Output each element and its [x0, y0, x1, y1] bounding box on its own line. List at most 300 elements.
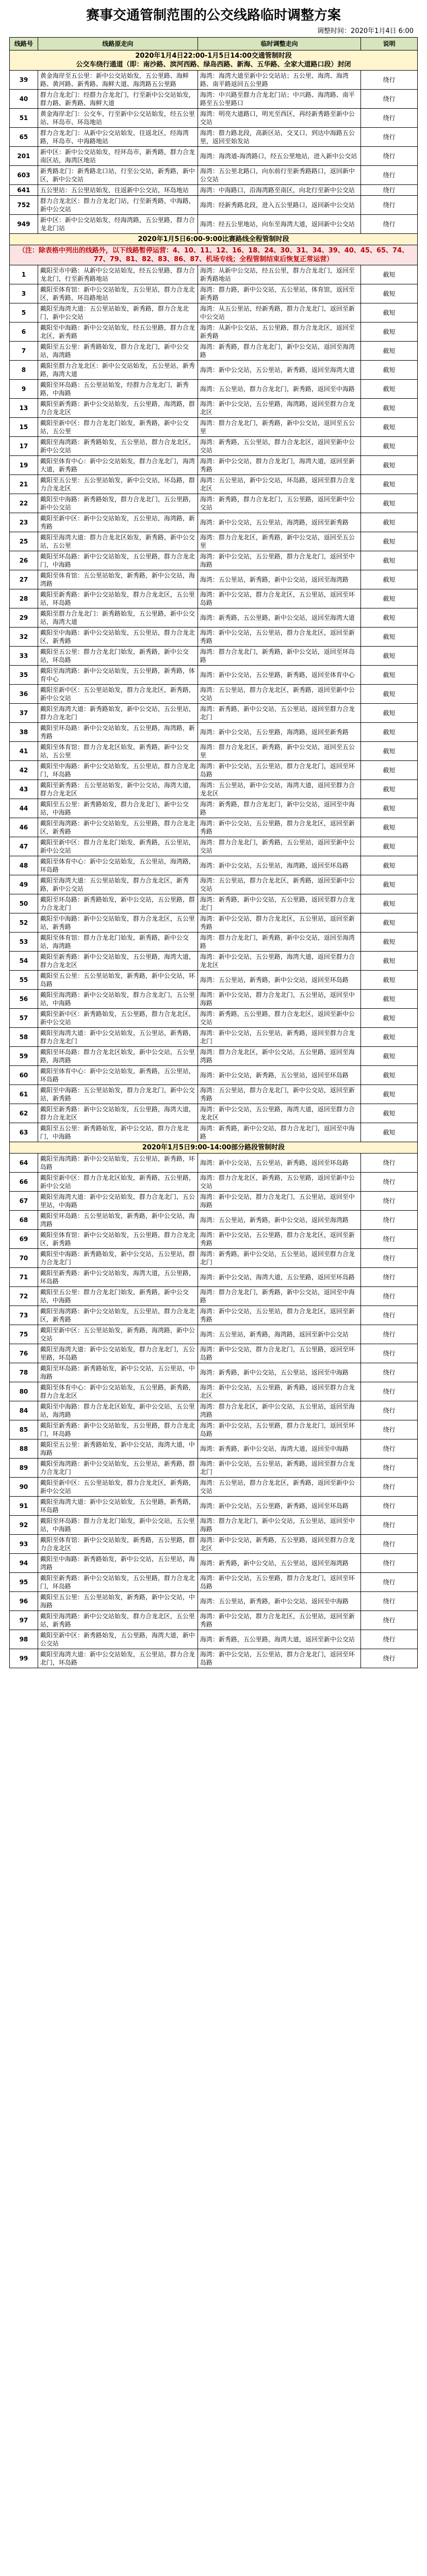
- cell-note: 截短: [361, 589, 418, 608]
- cell-old-route: 戴阳至新中区：五公里站始发，新秀路，海湾路，新中公交站: [38, 1325, 198, 1344]
- cell-new-route: 海湾：五公里站，新秀路，新中公交站，返回至中海路: [198, 1592, 360, 1611]
- cell-old-route: 戴阳至新秀路：新中公交站始发，五公里路，海湾路，群力合龙北区: [38, 399, 198, 418]
- cell-note: 绕行: [361, 71, 418, 90]
- table-row: [10, 265, 418, 284]
- cell-old-route: 戴阳至五公里：五公里站始发，新中公交站，环岛路，群力合龙北区: [38, 475, 198, 494]
- cell-route: 52: [10, 913, 38, 933]
- header-note: 说明: [361, 38, 418, 50]
- cell-note: 截短: [361, 742, 418, 761]
- cell-route: 91: [10, 1497, 38, 1516]
- cell-old-route: 戴阳至新中区：新中公交站始发，五公里站，海湾路，新秀路: [38, 513, 198, 532]
- cell-new-route: 海湾：中兴路至群力合龙北门站；中兴路、海湾路、南平路至五公里路口: [198, 90, 360, 109]
- table-row: [10, 1066, 418, 1085]
- cell-new-route: 海湾：新中公交站，五公里站，新秀路，返回至环岛路: [198, 1154, 360, 1173]
- cell-note: 绕行: [361, 109, 418, 128]
- cell-route: 9: [10, 380, 38, 399]
- cell-note: 绕行: [361, 1535, 418, 1554]
- cell-old-route: 戴阳至海湾大道：新中公交站始发，五公里路，新秀路，环岛路: [38, 1497, 198, 1516]
- cell-old-route: 戴阳至新中区：群力合龙北门始发，新秀路，新中公交站，五公里: [38, 418, 198, 437]
- cell-route: 43: [10, 780, 38, 799]
- cell-old-route: 戴阳至五公里：新秀路始发，新中公交站，海湾大道，中海路: [38, 1439, 198, 1459]
- table-row: [10, 837, 418, 856]
- cell-route: 1: [10, 265, 38, 284]
- cell-new-route: 海湾：新中公交站，五公里站，新秀路，返回至群力合龙北门: [198, 1459, 360, 1478]
- cell-new-route: 海湾：群力合龙北门，新秀路，五公里站，返回至新中公交站: [198, 837, 360, 856]
- table-row: [10, 109, 418, 128]
- cell-note: 绕行: [361, 1382, 418, 1401]
- cell-old-route: 戴阳至海湾路：新中公交站始发，群力合龙北门，五公里站，中海路: [38, 990, 198, 1009]
- table-row: [10, 1344, 418, 1363]
- cell-note: 截短: [361, 608, 418, 628]
- table-row: [10, 71, 418, 90]
- table-row: [10, 475, 418, 494]
- table-row: [10, 685, 418, 704]
- cell-new-route: 海湾：新秀路，五公里路，海湾大道，返回至新中公交站: [198, 1630, 360, 1649]
- table-row: [10, 1382, 418, 1401]
- cell-old-route: 戴阳至新秀路：新中公交站始发，五公里路，群力合龙北门，环岛路: [38, 1573, 198, 1592]
- cell-new-route: 海湾：新中公交站，五公里路，群力合龙北区，返回至新秀路: [198, 818, 360, 837]
- table-row: [10, 513, 418, 532]
- cell-new-route: 海湾：从新中公交站，经五公里，群力合龙北门，返回至新秀路地站: [198, 265, 360, 284]
- cell-new-route: 海湾：新秀路，新中公交站，五公里路，返回至群力合龙北门: [198, 894, 360, 913]
- cell-route: 51: [10, 109, 38, 128]
- cell-note: 截短: [361, 952, 418, 971]
- cell-old-route: 黄金海岸至五公里：新中公交站始发，五公里路、海鲜路、黄河路、新秀路、海鲜大道、海湾路五公里路: [38, 71, 198, 90]
- cell-note: 绕行: [361, 1325, 418, 1344]
- header-new: 临时调整走向: [198, 38, 360, 50]
- cell-old-route: 戴阳至环岛路：新秀路始发，新中公交站，五公里站，中海路: [38, 1363, 198, 1382]
- cell-new-route: 海湾：新秀路，五公里路，新中公交站，返回至海湾大道: [198, 608, 360, 628]
- cell-note: 绕行: [361, 1173, 418, 1192]
- cell-new-route: 海湾：五公里站，新秀路，新中公交站，返回至环岛路: [198, 971, 360, 990]
- table-row: [10, 1401, 418, 1420]
- table-row: [10, 196, 418, 215]
- header-old: 线路原走向: [38, 38, 198, 50]
- cell-route: 39: [10, 71, 38, 90]
- cell-route: 50: [10, 894, 38, 913]
- table-row: [10, 952, 418, 971]
- cell-note: 绕行: [361, 1363, 418, 1382]
- cell-note: 绕行: [361, 1611, 418, 1630]
- table-header-row: [10, 38, 418, 50]
- cell-old-route: 戴阳至五公里：新秀路始发，群力合龙北门，新中公交站，海湾路: [38, 342, 198, 361]
- cell-new-route: 海湾：新中公交站，五公里路，海湾路，返回至新秀路: [198, 723, 360, 742]
- cell-route: 44: [10, 799, 38, 818]
- cell-old-route: 戴阳至环岛路：新中公交站始发，五公里路，海湾路，新秀路: [38, 723, 198, 742]
- cell-old-route: 戴阳至海湾路：新中公交站始发，五公里站，群力合龙北区，新秀路: [38, 1306, 198, 1325]
- cell-new-route: 海湾：新中公交站，五公里站，群力合龙北门，返回至环岛路: [198, 761, 360, 780]
- section-heading-row: [10, 234, 418, 245]
- cell-route: 90: [10, 1478, 38, 1497]
- cell-new-route: 海湾：新中公交站，群力合龙北门，五公里站，返回至中海路: [198, 990, 360, 1009]
- cell-old-route: 戴阳至体育馆：群力合龙北门始发，新秀路，新中公交站，海湾路: [38, 933, 198, 952]
- cell-new-route: 海湾：新中公交站，群力合龙北区，五公里站，返回至新秀路: [198, 913, 360, 933]
- cell-old-route: 戴阳至中海路：群力合龙北区始发，新中公交站，五公里站，海湾路: [38, 1401, 198, 1420]
- cell-old-route: 戴阳至环岛路：五公里站始发，新秀路，新中公交站，海湾路: [38, 1211, 198, 1230]
- table-row: [10, 990, 418, 1009]
- cell-route: 13: [10, 399, 38, 418]
- cell-route: 48: [10, 856, 38, 875]
- cell-old-route: 戴阳至新中区：群力合龙北门始发，新秀路，五公里站，新中公交站: [38, 837, 198, 856]
- section-subheading-row: [10, 245, 418, 265]
- cell-route: 17: [10, 437, 38, 456]
- table-row: [10, 1516, 418, 1535]
- table-body: [10, 50, 418, 1668]
- cell-old-route: 群力合龙北区：群力合龙北门站，行至新秀路，中海路，新中公交站: [38, 196, 198, 215]
- table-row: [10, 704, 418, 723]
- cell-new-route: 海湾：新中公交站，五公里路，海湾路，返回至群力合龙北区: [198, 399, 360, 418]
- cell-route: 36: [10, 685, 38, 704]
- cell-route: 61: [10, 1085, 38, 1104]
- cell-note: 绕行: [361, 1554, 418, 1573]
- cell-note: 绕行: [361, 1192, 418, 1211]
- cell-old-route: 戴阳至新秀路：新中公交站始发，五公里路，海湾大道，群力合龙北区: [38, 952, 198, 971]
- cell-old-route: 戴阳至海湾路：新中公交站始发，五公里路，新秀路，体育中心: [38, 666, 198, 685]
- cell-note: 截短: [361, 818, 418, 837]
- cell-old-route: 戴阳至群力合龙北门：新秀路始发，五公里路，新中公交站，海湾大道: [38, 608, 198, 628]
- table-row: [10, 361, 418, 380]
- cell-note: 截短: [361, 704, 418, 723]
- cell-old-route: 群力合龙北门：经群力合龙北门，行至新中公交站始发，群力路、新秀路、海鲜大道: [38, 90, 198, 109]
- table-row: [10, 723, 418, 742]
- table-row: [10, 494, 418, 513]
- cell-route: 67: [10, 1192, 38, 1211]
- table-row: [10, 185, 418, 196]
- cell-route: 95: [10, 1573, 38, 1592]
- cell-route: 21: [10, 475, 38, 494]
- table-row: [10, 1268, 418, 1287]
- cell-route: 41: [10, 742, 38, 761]
- cell-note: 截短: [361, 856, 418, 875]
- section-heading: 2020年1月4日22:00-1月5日14:00交通管制时段 公交车绕行通道（即：南沙路、滨河西路、绿岛西路、新海、五华路、全家大道路口段）封闭: [10, 50, 418, 71]
- cell-note: 绕行: [361, 1478, 418, 1497]
- cell-new-route: 海湾：五公里站，新秀路，海湾路，返回至新中公交站: [198, 1325, 360, 1344]
- cell-old-route: 戴阳至环岛路：群力合龙北区始发，新中公交站，五公里路，海湾路: [38, 1047, 198, 1066]
- cell-new-route: 海湾：新秀路，新中公交站，五公里站，返回至群力合龙北门: [198, 704, 360, 723]
- table-row: [10, 1123, 418, 1142]
- cell-new-route: 海湾：新秀路，群力合龙北门，新中公交站，返回至海湾路: [198, 342, 360, 361]
- cell-new-route: 海湾：五公里站，群力合龙北区，新秀路，返回至新中公交站: [198, 875, 360, 894]
- cell-note: 绕行: [361, 1306, 418, 1325]
- cell-route: 60: [10, 1066, 38, 1085]
- table-row: [10, 761, 418, 780]
- table-row: [10, 780, 418, 799]
- cell-new-route: 海湾：新中公交站，五公里路，群力合龙北门，返回至环岛路: [198, 1420, 360, 1439]
- cell-new-route: 海湾：五公里站，群力合龙北区，新秀路，返回至新中公交站: [198, 685, 360, 704]
- cell-note: 截短: [361, 494, 418, 513]
- table-row: [10, 666, 418, 685]
- cell-new-route: 海湾：群力合龙北门，新中公交站，五公里站，返回至中海路: [198, 1516, 360, 1535]
- cell-note: 绕行: [361, 1459, 418, 1478]
- cell-note: 截短: [361, 265, 418, 284]
- table-row: [10, 1173, 418, 1192]
- cell-route: 201: [10, 147, 38, 166]
- cell-new-route: 海湾：五公里站，新秀路，新中公交站，返回至海湾路: [198, 1211, 360, 1230]
- cell-route: 76: [10, 1344, 38, 1363]
- cell-note: 截短: [361, 532, 418, 551]
- cell-note: 截短: [361, 570, 418, 589]
- cell-note: 绕行: [361, 1211, 418, 1230]
- cell-old-route: 戴阳至五公里：五公里站始发，新秀路，新中公交站，中海路: [38, 1592, 198, 1611]
- cell-old-route: 戴阳至中海路：五公里站始发，群力合龙北门，新中公交站，新秀路: [38, 1085, 198, 1104]
- cell-note: 绕行: [361, 1420, 418, 1439]
- table-row: [10, 971, 418, 990]
- cell-old-route: 戴阳至体育中心：新中公交站始发，群力合龙北门，海湾大道，新秀路: [38, 456, 198, 475]
- cell-note: 绕行: [361, 166, 418, 185]
- cell-old-route: 戴阳至体育馆：新中公交站始发，五公里站，群力合龙北区，新秀路，环岛路地站: [38, 284, 198, 303]
- cell-old-route: 戴阳至新秀路：新中公交站始发，群力合龙北区，五公里站，环岛路: [38, 589, 198, 608]
- table-row: [10, 570, 418, 589]
- cell-route: 78: [10, 1363, 38, 1382]
- cell-route: 33: [10, 647, 38, 666]
- cell-old-route: 戴阳至环岛路：新秀路始发，新中公交站，五公里路，群力合龙北门: [38, 894, 198, 913]
- table-row: [10, 608, 418, 628]
- cell-old-route: 戴阳至环岛路：群力合龙北门始发，新中公交站，五公里站，中海路: [38, 1516, 198, 1535]
- cell-old-route: 戴阳至新秀路：新中公交站始发，五公里路，群力合龙北门，环岛路: [38, 1420, 198, 1439]
- cell-old-route: 戴阳至海湾路：新中公交站始发，五公里站，新秀路，环岛路: [38, 1154, 198, 1173]
- cell-note: 截短: [361, 437, 418, 456]
- table-row: [10, 1028, 418, 1047]
- cell-route: 26: [10, 551, 38, 570]
- cell-new-route: 海湾：五公里站，新秀路，新中公交站，返回至海湾路: [198, 570, 360, 589]
- cell-route: 29: [10, 608, 38, 628]
- cell-route: 69: [10, 1230, 38, 1249]
- cell-new-route: 海湾：明亮大道路口，明光至西区，再经新秀路至新中公交站: [198, 109, 360, 128]
- cell-route: 75: [10, 1325, 38, 1344]
- cell-old-route: 戴阳至体育馆：新中公交站始发，新秀路，五公里路，群力合龙北区: [38, 1535, 198, 1554]
- table-row: [10, 1554, 418, 1573]
- cell-new-route: 海湾：新中公交站，五公里站，新秀路，返回至群力合龙北门: [198, 1028, 360, 1047]
- table-row: [10, 1478, 418, 1497]
- cell-note: 截短: [361, 913, 418, 933]
- cell-new-route: 海湾：群力合龙北区，新中公交站，五公里站，返回至海湾路: [198, 1401, 360, 1420]
- section-heading: 2020年1月5日6:00-9:00比赛路线全程管制时段: [10, 234, 418, 245]
- cell-note: 截短: [361, 628, 418, 647]
- cell-route: 71: [10, 1268, 38, 1287]
- cell-new-route: 海湾：新中公交站，五公里路，海湾大道，返回至群力合龙北区: [198, 952, 360, 971]
- table-row: [10, 1363, 418, 1382]
- cell-old-route: 戴阳至五公里：新秀路始发，群力合龙北门，新中公交站，中海路: [38, 799, 198, 818]
- section-subheading: （注：除表格中列出的线路外，以下线路暂停运营：4、10、11、12、16、18、24、30、31、34、39、40、45、65、74、77、79、81、82、83、86、87、机场专线；全程管制结束后恢复正常运营）: [10, 245, 418, 265]
- table-row: [10, 856, 418, 875]
- cell-note: 截短: [361, 761, 418, 780]
- cell-new-route: 海湾：五公里站，新中公交站，海湾大道，返回至群力合龙北区: [198, 780, 360, 799]
- cell-route: 57: [10, 1009, 38, 1028]
- cell-route: 5: [10, 303, 38, 323]
- cell-note: 截短: [361, 475, 418, 494]
- cell-note: 截短: [361, 971, 418, 990]
- cell-new-route: 海湾：群力合龙北区，新秀路，五公里路，返回至新中公交站: [198, 1173, 360, 1192]
- cell-route: 88: [10, 1439, 38, 1459]
- cell-new-route: 海湾：新秀路，新中公交站，海湾大道，返回至中海路: [198, 1439, 360, 1459]
- cell-route: 63: [10, 1123, 38, 1142]
- cell-old-route: 戴阳至海湾大道：新中公交站始发，群力合龙北门，五公里站，中海路: [38, 1192, 198, 1211]
- table-row: [10, 456, 418, 475]
- cell-old-route: 戴阳至新中区：新秀路始发，五公里路，海湾大道，新中公交站: [38, 1630, 198, 1649]
- cell-old-route: 戴阳至群力合龙北区：新中公交站始发，五公里站，新秀路，海湾大道: [38, 361, 198, 380]
- cell-old-route: 戴阳至体育中心：新中公交站始发，新秀路，五公里站，环岛路: [38, 1066, 198, 1085]
- table-row: [10, 1154, 418, 1173]
- cell-old-route: 戴阳至环岛路：新中公交站始发，五公里路，群力合龙北门，中海路: [38, 551, 198, 570]
- cell-new-route: 海湾：群力合龙北门，新秀路，新中公交站，返回至五公里: [198, 418, 360, 437]
- cell-new-route: 海湾：群力合龙北门，新秀路，新中公交站，返回至海湾路: [198, 933, 360, 952]
- cell-new-route: 海湾：经新秀路北段，进入五公里路口，返回新中公交站: [198, 196, 360, 215]
- cell-old-route: 戴阳至体育中心：新中公交站始发，五公里路，新秀路，群力合龙北区: [38, 1382, 198, 1401]
- cell-new-route: 海湾：群力路，新中公交站，五公里站，体育馆，返回至新秀路: [198, 284, 360, 303]
- cell-route: 42: [10, 761, 38, 780]
- cell-new-route: 海湾：新中公交站，五公里站，海湾路，返回至环岛路: [198, 856, 360, 875]
- cell-new-route: 海湾：群力合龙北门，新秀路，新中公交站，返回至环岛路: [198, 647, 360, 666]
- cell-new-route: 海湾：新秀路，新中公交站，群力合龙北门，返回至中海路: [198, 1123, 360, 1142]
- table-row: [10, 647, 418, 666]
- cell-new-route: 海湾：五公里站，群力合龙北门，新中公交站，返回至新秀路: [198, 1085, 360, 1104]
- cell-note: 截短: [361, 380, 418, 399]
- cell-new-route: 海湾：海湾大道至新中公交站站；五公里、海湾、海湾路、南平路返回五公里路: [198, 71, 360, 90]
- cell-old-route: 戴阳至海湾路：新秀路始发，五公里站，群力合龙北区，新中公交站: [38, 437, 198, 456]
- cell-new-route: 海湾：新中公交站，五公里路，群力合龙北区，返回至新秀路: [198, 1230, 360, 1249]
- cell-route: 27: [10, 570, 38, 589]
- cell-note: 绕行: [361, 1230, 418, 1249]
- cell-old-route: 戴阳至中海路：新中公交站始发，群力合龙北区，五公里站，新秀路: [38, 913, 198, 933]
- cell-new-route: 海湾：新中公交站，群力合龙北区，五公里站，返回至环岛路: [198, 589, 360, 608]
- cell-route: 94: [10, 1554, 38, 1573]
- cell-new-route: 海湾：新中公交站，群力合龙北门，五公里路，返回至环岛路: [198, 1344, 360, 1363]
- cell-route: 22: [10, 494, 38, 513]
- cell-note: 截短: [361, 1104, 418, 1123]
- cell-new-route: 海湾：经五公里地站，向东至海湾大道，返回新中公交站: [198, 215, 360, 234]
- table-row: [10, 215, 418, 234]
- cell-note: 截短: [361, 1028, 418, 1047]
- cell-route: 56: [10, 990, 38, 1009]
- cell-note: 截短: [361, 875, 418, 894]
- cell-new-route: 海湾：五公里站，群力合龙北门，新秀路，返回至中海路: [198, 380, 360, 399]
- cell-route: 53: [10, 933, 38, 952]
- cell-old-route: 戴阳至海湾路：新中公交站始发，五公里站，新秀路，群力合龙北门: [38, 1459, 198, 1478]
- cell-new-route: 海湾：海湾道-海湾路口，经五公里地站，进入新中公交站: [198, 147, 360, 166]
- cell-old-route: 新中区：新中公交站始发，经环岛市，新秀路，群力合龙南区站，海湾区地站: [38, 147, 198, 166]
- table-row: [10, 1249, 418, 1268]
- cell-new-route: 海湾：新中公交站，五公里路，群力合龙北门，返回至中海路: [198, 551, 360, 570]
- cell-route: 6: [10, 323, 38, 342]
- table-row: [10, 933, 418, 952]
- cell-new-route: 海湾：新秀路，新中公交站，五公里站，返回至中海路: [198, 1363, 360, 1382]
- cell-old-route: 戴阳至体育馆：群力合龙北区始发，新秀路，新中公交站，五公里: [38, 742, 198, 761]
- cell-new-route: 海湾：新中公交站，海湾大道，五公里路，返回至环岛路: [198, 1268, 360, 1287]
- cell-old-route: 戴阳至中海路：新秀路始发，群力合龙北门，五公里路，新中公交站: [38, 494, 198, 513]
- cell-old-route: 戴阳至中海路：新中公交站始发，五公里站，群力合龙北区，新秀路: [38, 628, 198, 647]
- table-row: [10, 1085, 418, 1104]
- cell-old-route: 戴阳至海湾大道：新中公交站始发，五公里站，群力合龙北门，环岛路: [38, 1649, 198, 1668]
- cell-new-route: 海湾：新中公交站，新秀路，五公里站，返回至环岛路: [198, 1066, 360, 1085]
- cell-old-route: 戴阳至五公里：五公里站始发，新秀路，新中公交站，环岛路: [38, 971, 198, 990]
- table-row: [10, 799, 418, 818]
- section-heading-row: [10, 1142, 418, 1154]
- cell-old-route: 戴阳至中海路：新秀路始发，新中公交站，五公里站，群力合龙北门: [38, 1249, 198, 1268]
- cell-note: 绕行: [361, 185, 418, 196]
- table-row: [10, 147, 418, 166]
- cell-route: 23: [10, 513, 38, 532]
- cell-note: 绕行: [361, 1268, 418, 1287]
- cell-new-route: 海湾：从新中公交站，五公里路，群力合龙北区，返回至新秀路: [198, 323, 360, 342]
- cell-old-route: 戴阳至中海路：新中公交站始发，五公里站，群力合龙北门，环岛路: [38, 761, 198, 780]
- table-row: [10, 1592, 418, 1611]
- cell-route: 37: [10, 704, 38, 723]
- table-row: [10, 399, 418, 418]
- cell-note: 截短: [361, 361, 418, 380]
- table-row: [10, 1009, 418, 1028]
- cell-old-route: 戴阳至海湾大道：五公里站始发，新秀路，群力合龙北门，新中公交站: [38, 303, 198, 323]
- cell-new-route: 海湾：新中公交站，五公里站，新秀路，返回至海湾大道: [198, 361, 360, 380]
- cell-old-route: 戴阳至中海路：新中公交站始发，经五公里路，群力合龙北区，新秀路: [38, 323, 198, 342]
- table-row: [10, 1211, 418, 1230]
- cell-route: 80: [10, 1382, 38, 1401]
- table-row: [10, 913, 418, 933]
- cell-new-route: 海湾：新中公交站，五公里路，海湾大道，返回至群力合龙北区: [198, 1104, 360, 1123]
- table-row: [10, 818, 418, 837]
- cell-route: 35: [10, 666, 38, 685]
- table-row: [10, 437, 418, 456]
- table-row: [10, 589, 418, 608]
- cell-route: 949: [10, 215, 38, 234]
- cell-route: 603: [10, 166, 38, 185]
- table-row: [10, 380, 418, 399]
- cell-route: 89: [10, 1459, 38, 1478]
- cell-new-route: 海湾：新秀路，五公里路，群力合龙北区，返回至新中公交站: [198, 1009, 360, 1028]
- cell-old-route: 黄金海岸北门：公交车，行至新中公交站始发，经五公里站、环岛市、环岛地站: [38, 109, 198, 128]
- table-row: [10, 1497, 418, 1516]
- cell-new-route: 海湾：新中公交站，群力合龙北门，五公里站，返回至中海路: [198, 1192, 360, 1211]
- cell-route: 66: [10, 1173, 38, 1192]
- cell-route: 55: [10, 971, 38, 990]
- cell-route: 62: [10, 1104, 38, 1123]
- cell-note: 绕行: [361, 128, 418, 147]
- section-heading-row: [10, 50, 418, 71]
- cell-route: 68: [10, 1211, 38, 1230]
- table-row: [10, 166, 418, 185]
- cell-old-route: 戴阳至海湾大道：五公里站始发，群力合龙北区，新秀路，新中公交站: [38, 875, 198, 894]
- cell-new-route: 海湾：五公里北路口，向东前行至新秀路路口，返回新中公交站: [198, 166, 360, 185]
- cell-note: 绕行: [361, 147, 418, 166]
- table-row: [10, 90, 418, 109]
- cell-new-route: 海湾：新中公交站，五公里站，群力合龙北区，返回至新秀路: [198, 1306, 360, 1325]
- header-route: 线路号: [10, 38, 38, 50]
- table-row: [10, 284, 418, 303]
- cell-old-route: 戴阳至海湾大道：群力合龙北区始发，新秀路，新中公交站，五公里: [38, 532, 198, 551]
- cell-route: 64: [10, 1154, 38, 1173]
- cell-old-route: 戴阳至新中区：五公里站始发，群力合龙北区，新秀路，新中公交站: [38, 1478, 198, 1497]
- cell-new-route: 海湾：新秀路，新中公交站，五公里站，返回至群力合龙北门: [198, 1249, 360, 1268]
- table-row: [10, 128, 418, 147]
- cell-note: 截短: [361, 284, 418, 303]
- cell-note: 截短: [361, 780, 418, 799]
- cell-note: 绕行: [361, 1344, 418, 1363]
- cell-new-route: 海湾：群力合龙北门，新秀路，新中公交站，返回至中海路: [198, 1287, 360, 1306]
- cell-note: 截短: [361, 723, 418, 742]
- cell-note: 绕行: [361, 1249, 418, 1268]
- cell-note: 截短: [361, 799, 418, 818]
- cell-note: 截短: [361, 685, 418, 704]
- cell-old-route: 戴阳至海湾路：新中公交站始发，五公里路，群力合龙北区，新秀路: [38, 818, 198, 837]
- cell-new-route: 海湾：新中公交站，群力合龙北门，海湾大道，返回至新秀路: [198, 456, 360, 475]
- cell-old-route: 戴阳至环岛路：五公里站始发，经群力合龙北门，新秀路，中海路: [38, 380, 198, 399]
- cell-note: 绕行: [361, 1573, 418, 1592]
- cell-note: 截短: [361, 1047, 418, 1066]
- cell-note: 截短: [361, 894, 418, 913]
- cell-old-route: 戴阳至体育馆：新中公交站始发，五公里路，群力合龙北区，新秀路: [38, 1230, 198, 1249]
- cell-old-route: 戴阳至五公里：群力合龙北门始发，新秀路，新中公交站，环岛路: [38, 647, 198, 666]
- cell-note: 截短: [361, 551, 418, 570]
- cell-note: 截短: [361, 1066, 418, 1085]
